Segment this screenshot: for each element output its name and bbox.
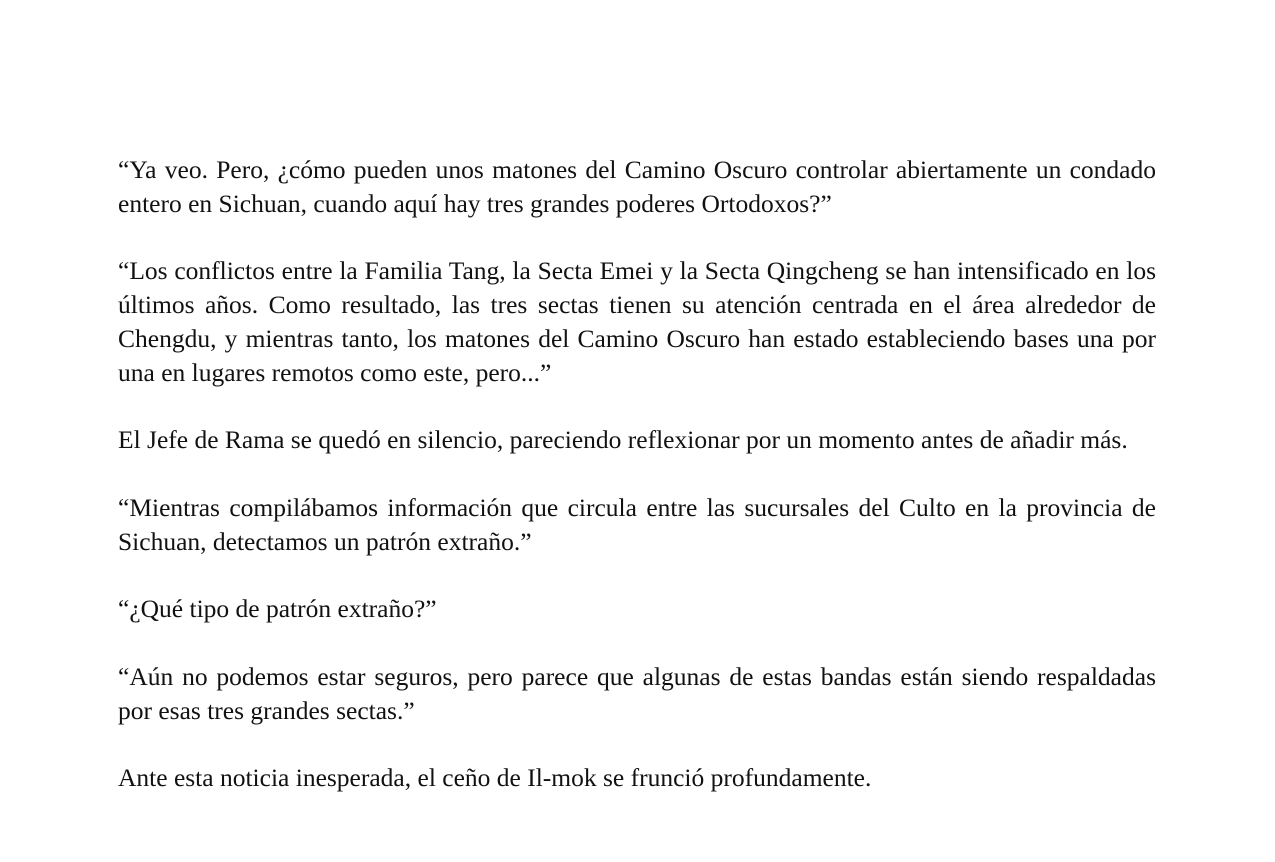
document-body	[118, 153, 1156, 795]
paragraph-3: El Jefe de Rama se quedó en silencio, pareciendo reflexionar por un momento antes de añadir más.	[118, 425, 1128, 455]
paragraph-7: Ante esta noticia inesperada, el ceño de Il-mok se frunció profundamente.	[118, 763, 872, 793]
paragraph-1: “Ya veo. Pero, ¿cómo pueden unos matones del Camino Oscuro controlar abiertamente un condado entero en Sichuan, cuando aquí hay tres grandes poderes Ortodoxos?”	[118, 155, 1156, 218]
paragraph-5: “¿Qué tipo de patrón extraño?”	[118, 594, 437, 624]
paragraph-2: “Los conflictos entre la Familia Tang, la Secta Emei y la Secta Qingcheng se han intensificado en los últimos años. Como resultado, las tres sectas tienen su atención centrada en el área alrededor de Chengdu, y mientras tanto, los matones del Camino Oscuro han estado estableciendo bases una por una en lugares remotos como este, pero...”	[118, 256, 1156, 387]
paragraph-6: “Aún no podemos estar seguros, pero parece que algunas de estas bandas están siendo respaldadas por esas tres grandes sectas.”	[118, 661, 1156, 725]
paragraph-4: “Mientras compilábamos información que circula entre las sucursales del Culto en la provincia de Sichuan, detectamos un patrón extraño.”	[118, 492, 1156, 556]
